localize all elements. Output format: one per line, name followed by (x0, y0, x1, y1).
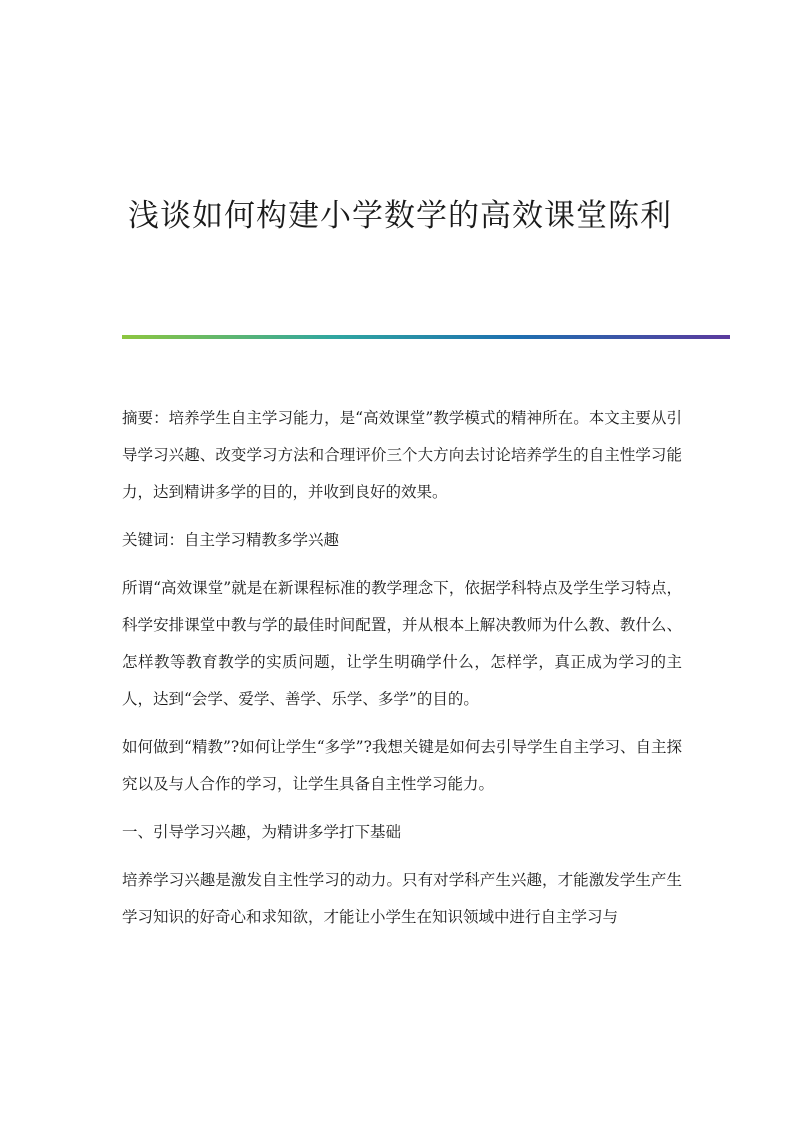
body-paragraph: 所谓“高效课堂”就是在新课程标准的教学理念下，依据学科特点及学生学习特点，科学安排课堂中教与学的最佳时间配置，并从根本上解决教师为什么教、教什么、怎样教等教育教学的实质问题，让学生明确学什么，怎样学，真正成为学习的主人，达到“会学、爱学、善学、乐学、多学”的目的。 (122, 579, 682, 708)
section-heading: 一、引导学习兴趣，为精讲多学打下基础 (122, 823, 402, 841)
document-body (122, 400, 682, 947)
keywords-paragraph: 关键词：自主学习精教多学兴趣 (122, 531, 340, 549)
gradient-divider (122, 335, 730, 339)
body-paragraph: 培养学习兴趣是激发自主性学习的动力。只有对学科产生兴趣，才能激发学生产生学习知识的好奇心和求知欲，才能让小学生在知识领域中进行自主学习与 (122, 871, 682, 926)
document-title: 浅谈如何构建小学数学的高效课堂陈利 (128, 198, 672, 234)
body-paragraph: 如何做到“精教”?如何让学生“多学”?我想关键是如何去引导学生自主学习、自主探究以及与人合作的学习，让学生具备自主性学习能力。 (122, 738, 682, 793)
abstract-paragraph: 摘要：培养学生自主学习能力，是“高效课堂”教学模式的精神所在。本文主要从引导学习兴趣、改变学习方法和合理评价三个大方向去讨论培养学生的自主性学习能力，达到精讲多学的目的，并收到良好的效果。 (122, 409, 682, 501)
